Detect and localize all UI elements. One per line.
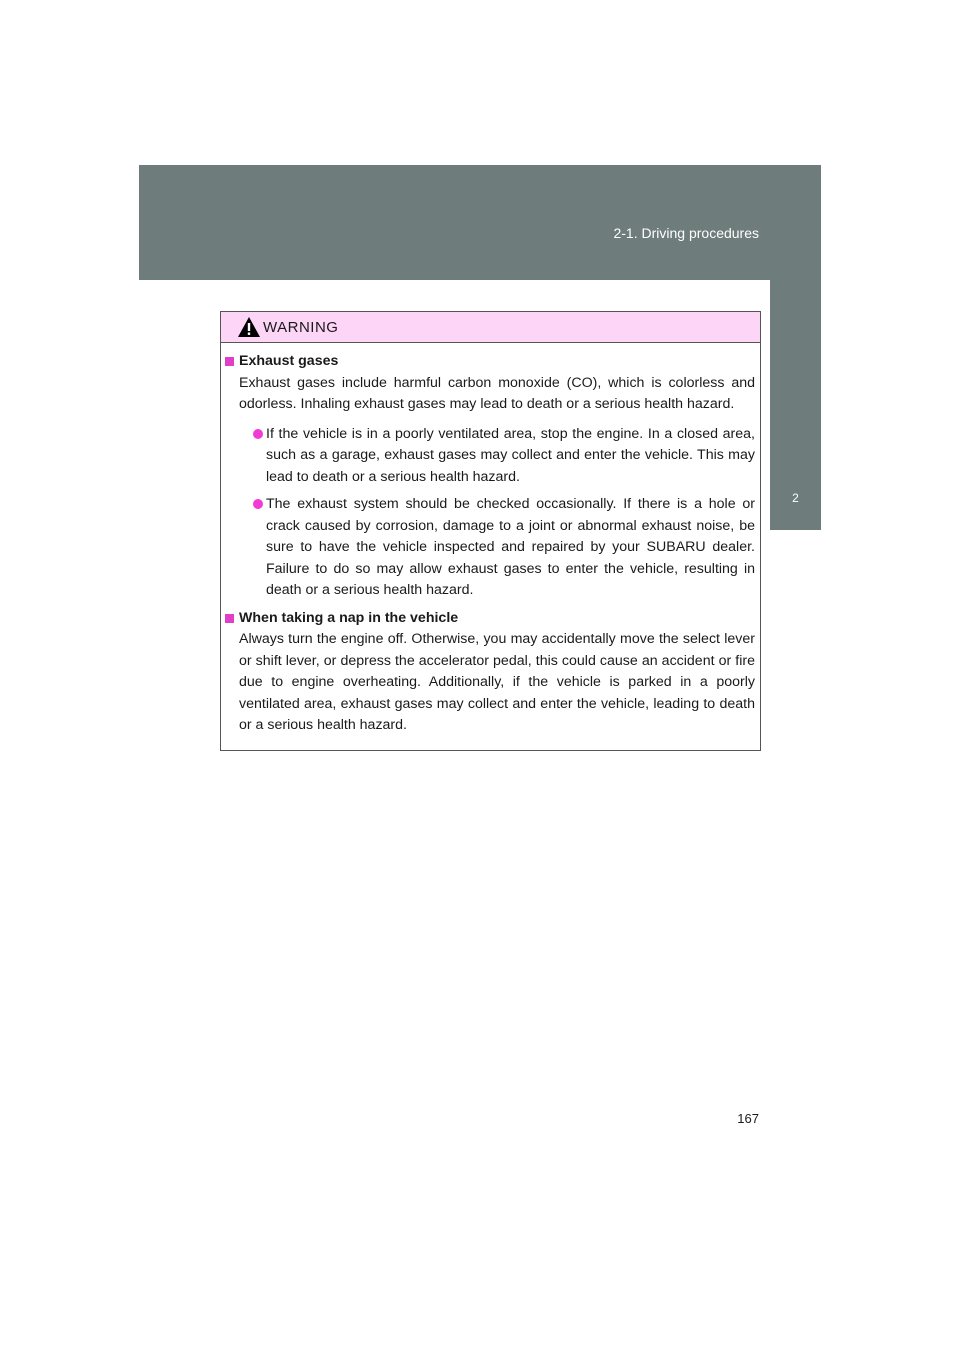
page-number: 167 bbox=[737, 1111, 759, 1126]
square-bullet-icon bbox=[225, 614, 234, 623]
warning-body bbox=[221, 343, 760, 737]
section-paragraph: Always turn the engine off. Otherwise, you may accidentally move the select lever or shift lever, or depress the accelerator pedal, this could cause an accident or fire due to engine overheating. Additionally, if the vehicle is parked in a poorly ventilated area, exhaust gases may collect and enter the vehicle, leading to death or a serious health hazard. bbox=[239, 631, 755, 733]
square-bullet-icon bbox=[225, 357, 234, 366]
list-item-text: The exhaust system should be checked occasionally. If there is a hole or crack caused by corrosion, damage to a joint or abnormal exhaust noise, be sure to have the vehicle inspected and repaired by your SUBARU dealer. Failure to do so may allow exhaust gases to enter the vehicle, resulting in death or a serious health hazard. bbox=[266, 496, 755, 598]
list-item bbox=[253, 494, 755, 602]
header-band bbox=[139, 165, 821, 280]
chapter-number: 2 bbox=[792, 491, 799, 505]
warning-header bbox=[221, 312, 760, 343]
section-title: 2-1. Driving procedures bbox=[613, 225, 759, 241]
section-heading-text: When taking a nap in the vehicle bbox=[239, 609, 459, 626]
side-band-lower bbox=[770, 530, 821, 1358]
section-paragraph: Exhaust gases include harmful carbon monoxide (CO), which is colorless and odorless. Inhaling exhaust gases may lead to death or a serious health hazard. bbox=[239, 374, 755, 412]
warning-title: WARNING bbox=[263, 319, 339, 336]
list-item bbox=[253, 424, 755, 489]
section-heading-text: Exhaust gases bbox=[239, 353, 339, 369]
list-item-text: If the vehicle is in a poorly ventilated area, stop the engine. In a closed area, such as a garage, exhaust gases may collect and enter the vehicle. This may lead to death or a serious health hazard. bbox=[266, 425, 755, 485]
circle-bullet-icon bbox=[253, 429, 263, 439]
section-heading bbox=[225, 608, 755, 630]
section-heading bbox=[225, 351, 755, 373]
chapter-label: When driving bbox=[795, 540, 810, 616]
circle-bullet-icon bbox=[253, 499, 263, 509]
warning-triangle-icon bbox=[237, 316, 261, 338]
warning-box bbox=[220, 311, 761, 751]
